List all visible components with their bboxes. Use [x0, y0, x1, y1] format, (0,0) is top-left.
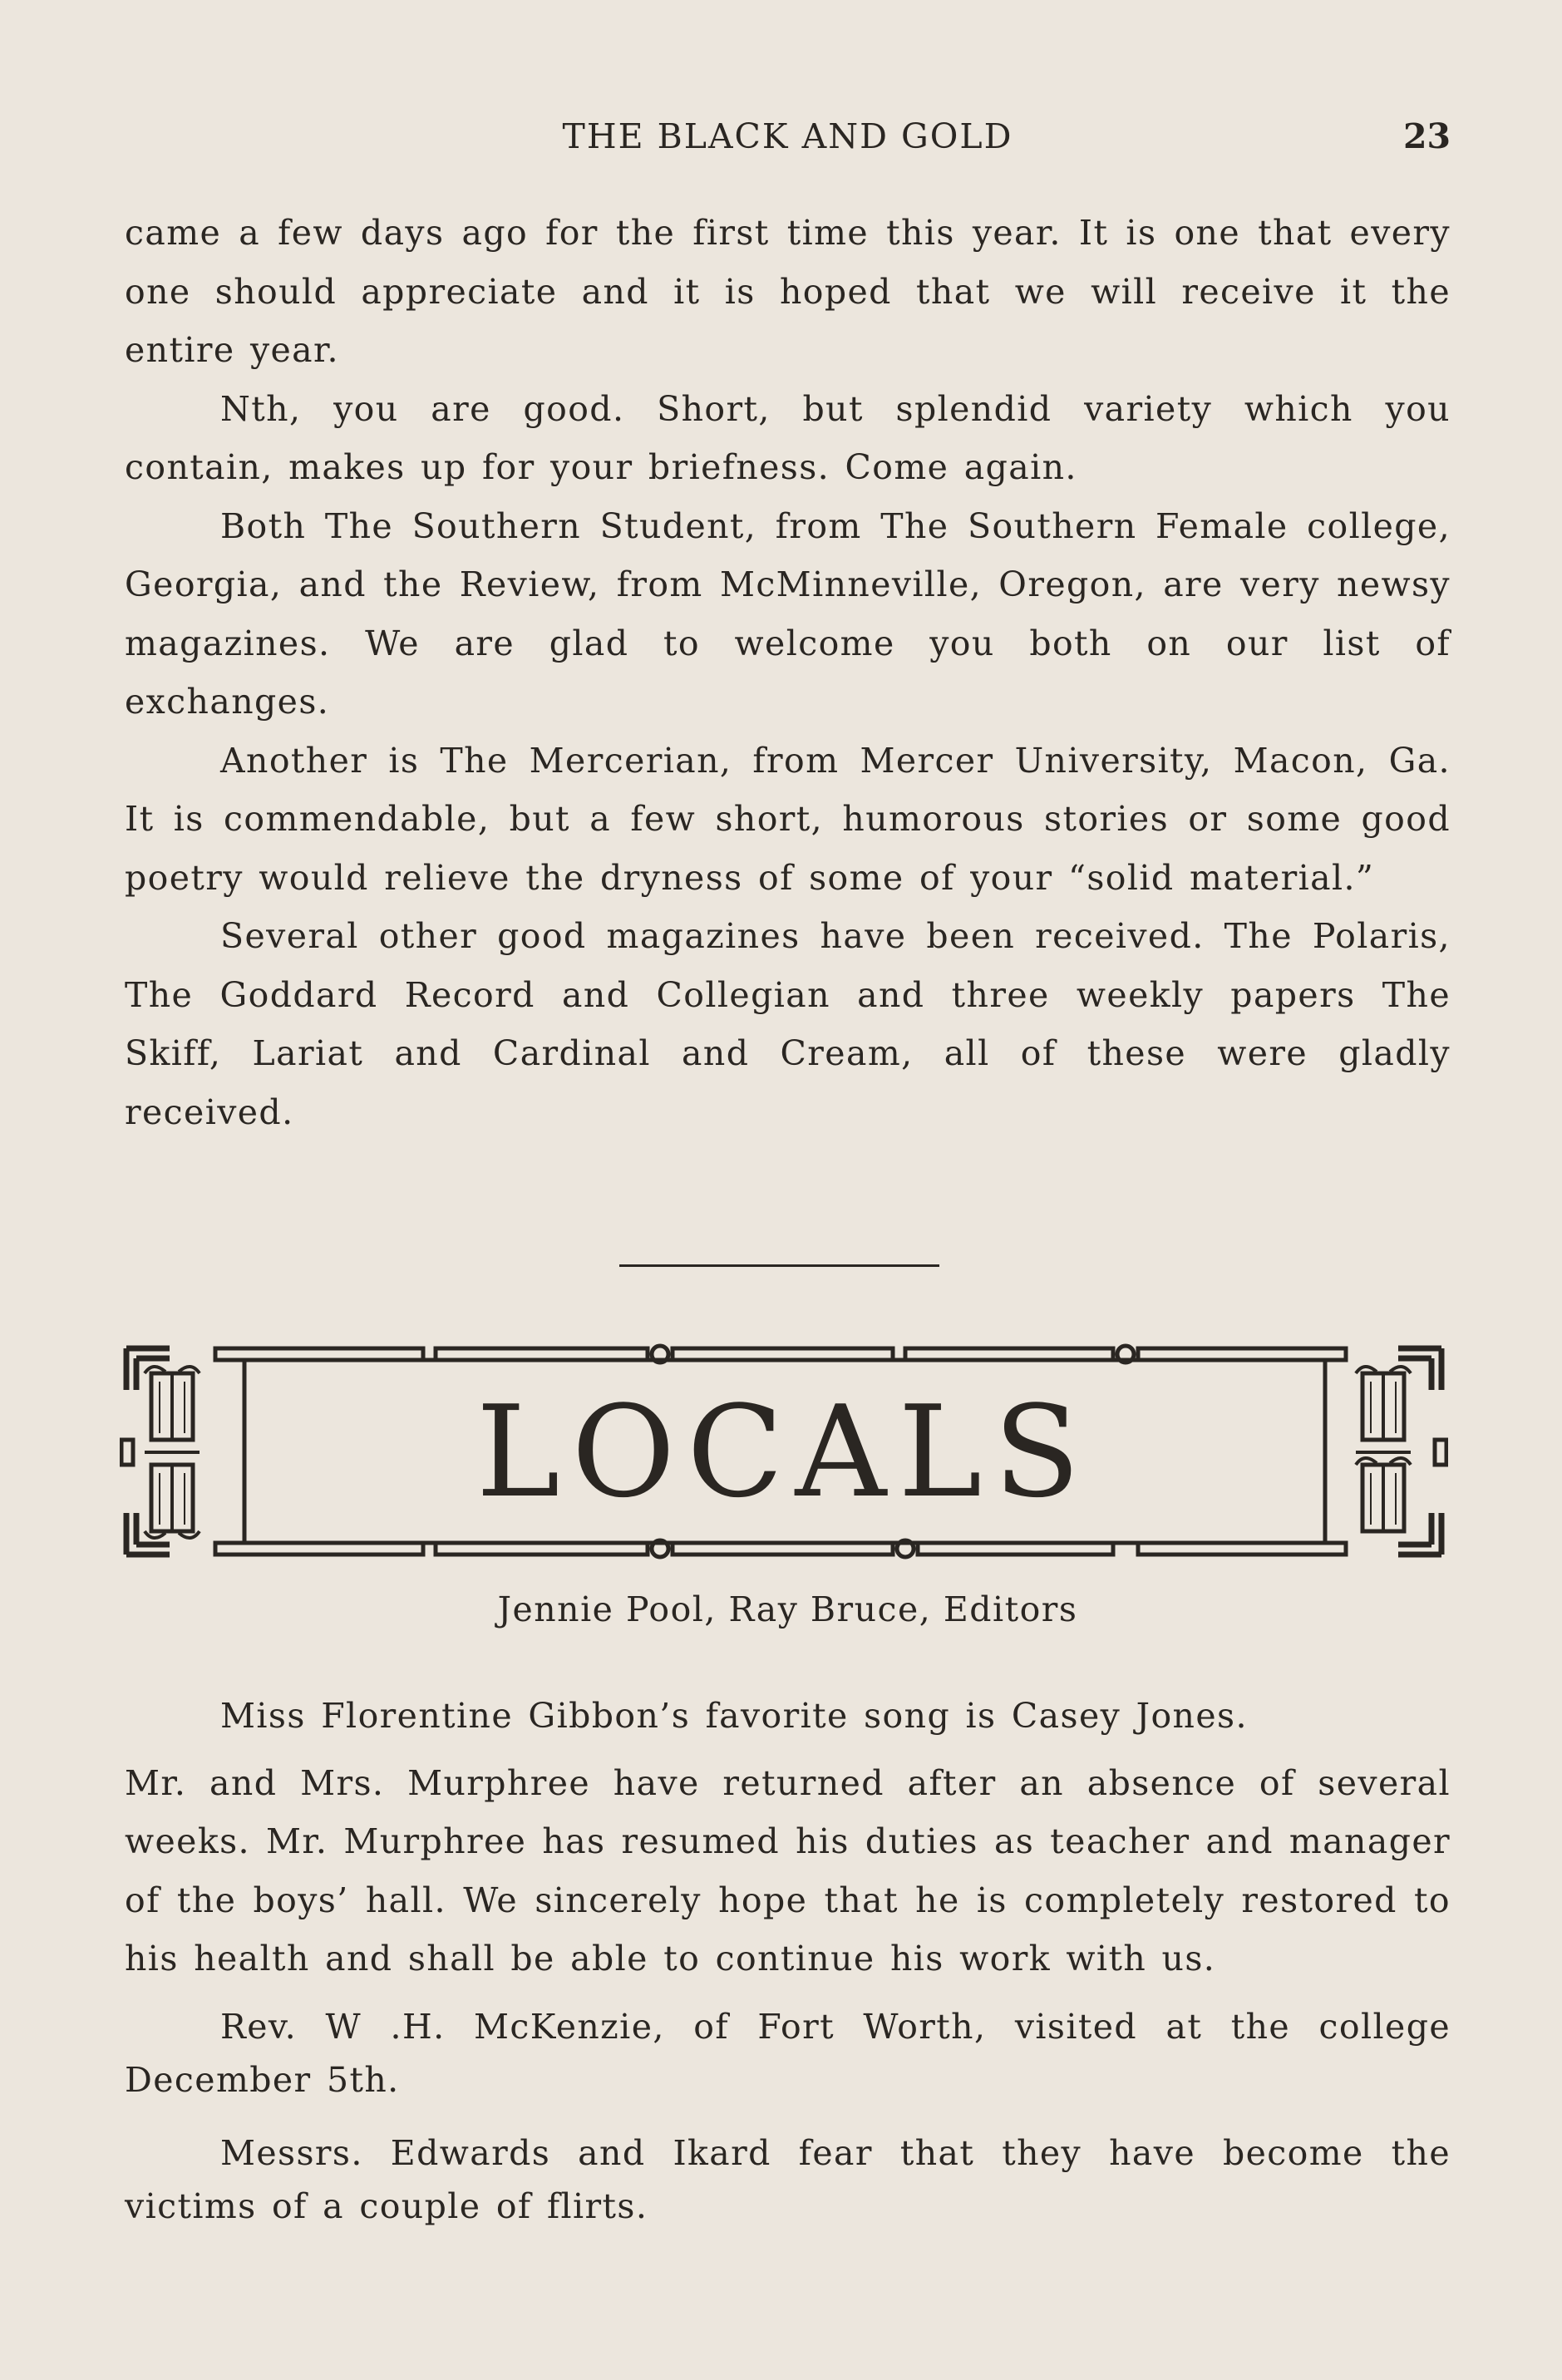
locals-banner: [120, 1340, 1448, 1566]
exchange-paragraph: Nth, you are good. Short, but splendid variety which you contain, makes up for your briefness. Come again.: [125, 388, 1451, 487]
exchange-paragraph: Several other good magazines have been received. The Polaris, The Goddard Record and Collegian and three weekly papers The Skiff, Lariat and Cardinal and Cream, all of these were gladly received.: [125, 916, 1451, 1132]
locals-heading: LOCALS: [475, 1378, 1092, 1525]
locals-paragraph: Rev. W .H. McKenzie, of Fort Worth, visited at the college December 5th.: [125, 2006, 1451, 2100]
locals-paragraph: Messrs. Edwards and Ikard fear that they have become the victims of a couple of flirts.: [125, 2132, 1451, 2226]
exchange-paragraph: Both The Southern Student, from The Southern Female college, Georgia, and the Review, from McMinneville, Oregon, are very newsy magazines. We are glad to welcome you both on our list of exchanges.: [125, 505, 1451, 722]
exchange-paragraph: Another is The Mercerian, from Mercer University, Macon, Ga. It is commendable, but a few short, humorous stories or some good poetry would relieve the dryness of some of your “solid material.”: [125, 740, 1451, 898]
running-head: [125, 116, 1451, 166]
locals-section: [125, 1687, 1451, 2233]
locals-paragraph: Miss Florentine Gibbon’s favorite song is Casey Jones.: [220, 1696, 1248, 1736]
locals-paragraph: Mr. and Mrs. Murphree have returned after an absence of several weeks. Mr. Murphree has resumed his duties as teacher and manager of the boys’ hall. We sincerely hope that he is completely restored to his health and shall be able to continue his work with us.: [125, 1762, 1451, 1978]
exchanges-section: [125, 204, 1451, 1141]
section-divider: [619, 1264, 939, 1267]
page-number: 23: [1402, 116, 1451, 156]
exchange-paragraph: came a few days ago for the first time this year. It is one that every one should appreciate and it is hoped that we will receive it the entire year.: [125, 213, 1451, 370]
journal-title: THE BLACK AND GOLD: [562, 116, 1013, 156]
editors-line: Jennie Pool, Ray Bruce, Editors: [497, 1589, 1078, 1629]
